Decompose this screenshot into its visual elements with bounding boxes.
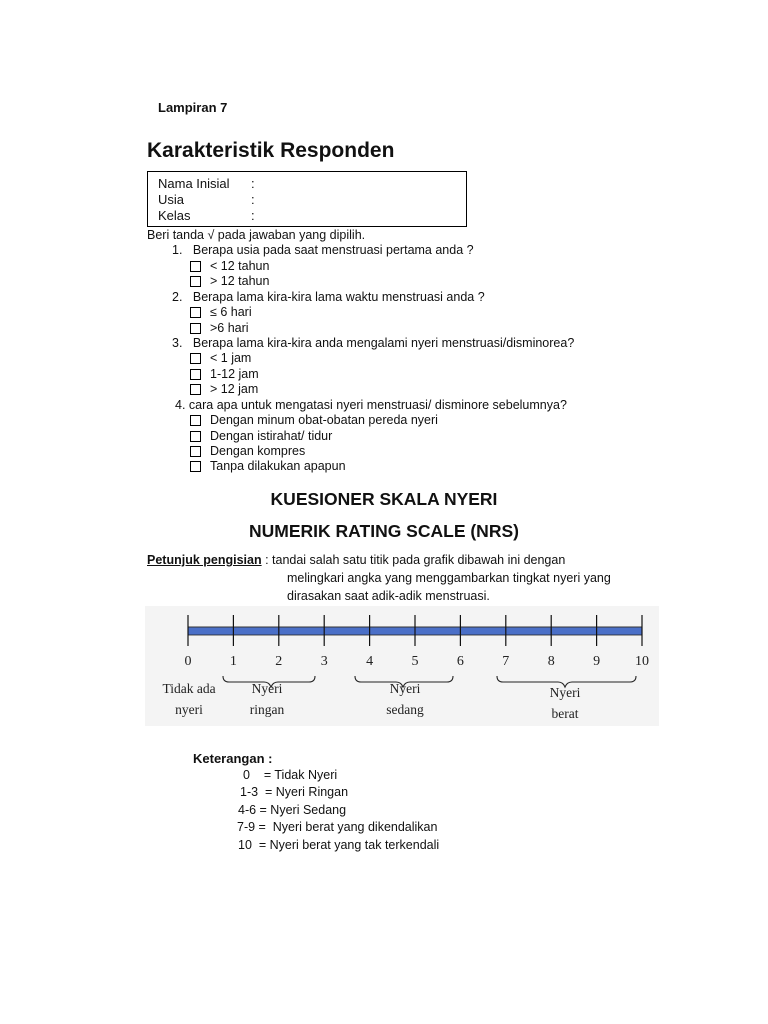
option-item[interactable] bbox=[190, 259, 269, 273]
scale-number[interactable]: 8 bbox=[547, 654, 555, 669]
keterangan-title: Keterangan : bbox=[193, 751, 273, 766]
group-label: Nyeri bbox=[389, 681, 421, 696]
checkbox[interactable] bbox=[190, 431, 201, 442]
group-label: Nyeri bbox=[251, 681, 283, 696]
checkbox[interactable] bbox=[190, 415, 201, 426]
identity-label: Nama Inisial bbox=[158, 176, 230, 191]
option-item[interactable] bbox=[190, 351, 251, 365]
scale-number[interactable]: 3 bbox=[320, 654, 328, 669]
keterangan-item: 1-3 = Nyeri Ringan bbox=[240, 785, 349, 799]
option-label: < 12 tahun bbox=[210, 259, 270, 273]
keterangan-item: 0 = Tidak Nyeri bbox=[243, 768, 338, 782]
option-item[interactable] bbox=[190, 305, 252, 319]
checkbox[interactable] bbox=[190, 461, 201, 472]
scale-number[interactable]: 4 bbox=[366, 654, 374, 669]
pain-scale bbox=[145, 606, 659, 726]
question-text: Berapa usia pada saat menstruasi pertama anda ? bbox=[192, 243, 474, 257]
petunjuk bbox=[147, 553, 565, 567]
identity-row-name bbox=[158, 176, 255, 191]
identity-label: Kelas bbox=[158, 208, 191, 223]
question-text: cara apa untuk mengatasi nyeri menstruasi/ disminore sebelumnya? bbox=[188, 398, 567, 412]
checkbox[interactable] bbox=[190, 307, 201, 318]
petunjuk-line: melingkari angka yang menggambarkan tingkat nyeri yang bbox=[287, 571, 611, 585]
petunjuk-label: Petunjuk pengisian bbox=[147, 553, 262, 567]
option-item[interactable] bbox=[190, 459, 346, 473]
option-item[interactable] bbox=[190, 413, 438, 427]
scale-number[interactable]: 6 bbox=[456, 654, 464, 669]
question-number: 1. bbox=[172, 243, 183, 257]
page-title: Karakteristik Responden bbox=[147, 139, 395, 162]
question-2 bbox=[172, 290, 485, 304]
scale-number[interactable]: 7 bbox=[502, 654, 510, 669]
group-label: nyeri bbox=[175, 702, 203, 717]
petunjuk-sep: : bbox=[261, 553, 273, 567]
group-label: berat bbox=[551, 706, 579, 721]
group-label: sedang bbox=[386, 702, 424, 717]
option-label: Dengan minum obat-obatan pereda nyeri bbox=[210, 413, 438, 427]
option-item[interactable] bbox=[190, 274, 269, 288]
option-label: ≤ 6 hari bbox=[210, 305, 252, 319]
question-1 bbox=[172, 243, 474, 257]
option-item[interactable] bbox=[190, 444, 305, 458]
checkbox[interactable] bbox=[190, 261, 201, 272]
keterangan-item: 10 = Nyeri berat yang tak terkendali bbox=[238, 838, 440, 852]
question-number: 4. bbox=[175, 398, 186, 412]
option-label: < 1 jam bbox=[210, 351, 252, 365]
instruction-text: Beri tanda √ pada jawaban yang dipilih. bbox=[147, 228, 366, 242]
checkbox[interactable] bbox=[190, 446, 201, 457]
identity-sep: : bbox=[251, 176, 255, 191]
keterangan-item: 7-9 = Nyeri berat yang dikendalikan bbox=[237, 820, 438, 834]
checkbox[interactable] bbox=[190, 276, 201, 287]
option-item[interactable] bbox=[190, 429, 332, 443]
question-text: Berapa lama kira-kira anda mengalami nyeri menstruasi/disminorea? bbox=[192, 336, 575, 350]
lampiran-label: Lampiran 7 bbox=[158, 100, 228, 115]
identity-box bbox=[147, 171, 467, 227]
keterangan-item: 4-6 = Nyeri Sedang bbox=[238, 803, 347, 817]
question-3 bbox=[172, 336, 574, 350]
question-number: 3. bbox=[172, 336, 183, 350]
petunjuk-line: dirasakan saat adik-adik menstruasi. bbox=[287, 589, 490, 603]
question-number: 2. bbox=[172, 290, 183, 304]
identity-sep: : bbox=[251, 208, 255, 223]
option-label: >6 hari bbox=[210, 321, 249, 335]
scale-number[interactable]: 10 bbox=[635, 654, 649, 669]
scale-number[interactable]: 0 bbox=[184, 654, 192, 669]
scale-number[interactable]: 2 bbox=[275, 654, 283, 669]
option-label: Dengan istirahat/ tidur bbox=[210, 429, 333, 443]
scale-number[interactable]: 5 bbox=[411, 654, 419, 669]
petunjuk-line: tandai salah satu titik pada grafik dibawah ini dengan bbox=[272, 553, 566, 567]
scale-number[interactable]: 1 bbox=[229, 654, 237, 669]
question-4 bbox=[175, 398, 567, 412]
option-item[interactable] bbox=[190, 382, 258, 396]
checkbox[interactable] bbox=[190, 353, 201, 364]
option-label: Tanpa dilakukan apapun bbox=[210, 459, 346, 473]
identity-row-age bbox=[158, 192, 255, 207]
questionnaire-title: KUESIONER SKALA NYERI bbox=[270, 489, 498, 509]
identity-label: Usia bbox=[158, 192, 185, 207]
option-label: 1-12 jam bbox=[210, 367, 259, 381]
group-label: Nyeri bbox=[549, 685, 581, 700]
pain-scale-graphic bbox=[145, 606, 659, 726]
option-item[interactable] bbox=[190, 321, 249, 335]
question-text: Berapa lama kira-kira lama waktu menstruasi anda ? bbox=[192, 290, 485, 304]
option-label: > 12 tahun bbox=[210, 274, 270, 288]
identity-row-class bbox=[158, 208, 255, 223]
group-label: Tidak ada bbox=[162, 681, 216, 696]
option-label: Dengan kompres bbox=[210, 444, 306, 458]
option-item[interactable] bbox=[190, 367, 259, 381]
scale-number[interactable]: 9 bbox=[593, 654, 601, 669]
questionnaire-subtitle: NUMERIK RATING SCALE (NRS) bbox=[249, 521, 519, 541]
group-label: ringan bbox=[249, 702, 285, 717]
checkbox[interactable] bbox=[190, 369, 201, 380]
checkbox[interactable] bbox=[190, 384, 201, 395]
identity-sep: : bbox=[251, 192, 255, 207]
checkbox[interactable] bbox=[190, 323, 201, 334]
option-label: > 12 jam bbox=[210, 382, 259, 396]
